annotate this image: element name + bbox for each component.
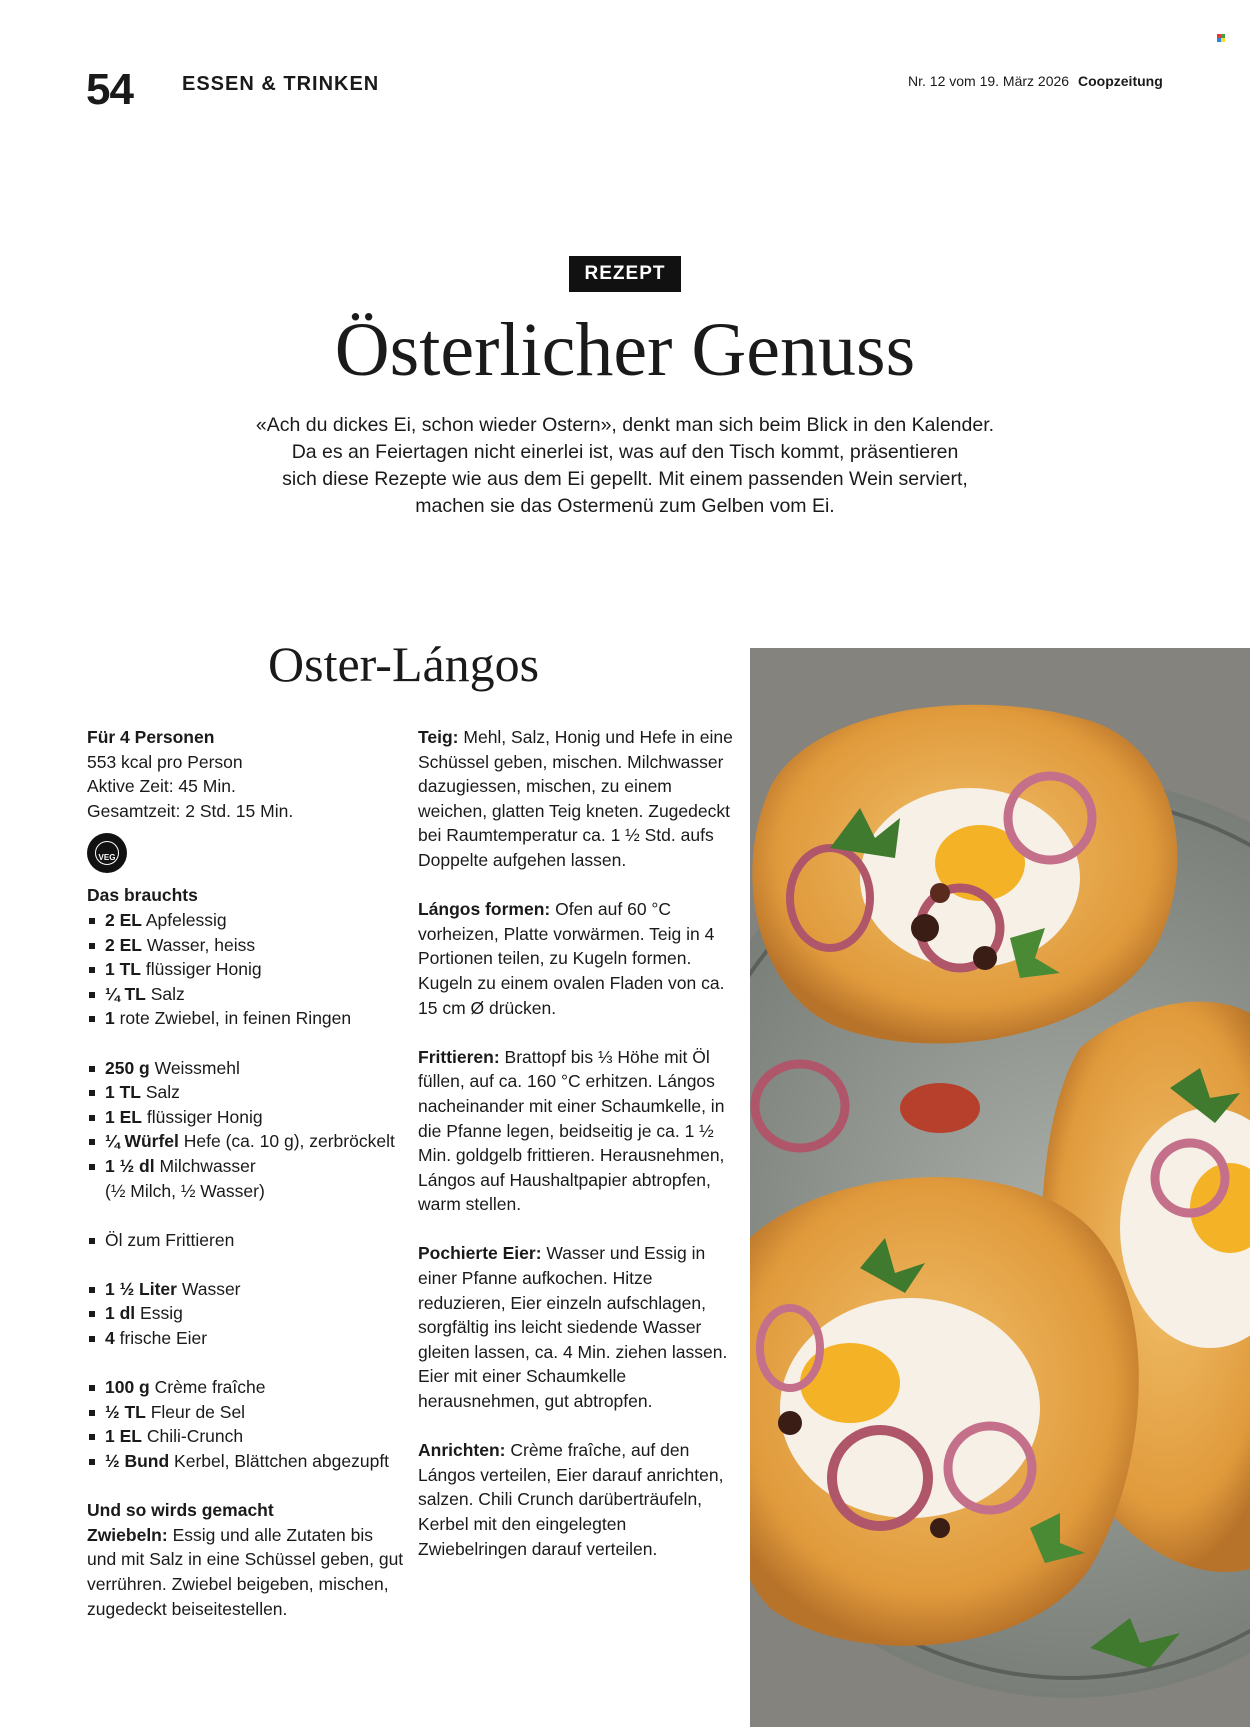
step-text: Mehl, Salz, Honig und Hefe in eine Schüssel geben, mischen. Milchwasser dazugiessen, mischen, zu einem weichen, glatten Teig kneten. Zugedeckt bei Raumtemperatur ca. 1 ½ Std. aufs Doppelte aufgehen lassen. — [418, 727, 733, 870]
ingredient-item — [87, 1400, 407, 1425]
step-label: Pochierte Eier: — [418, 1243, 542, 1264]
ingredient-quantity: ½ Bund — [105, 1451, 170, 1472]
ingredient-quantity: 1 TL — [105, 959, 141, 980]
ingredient-quantity: 1 EL — [105, 1426, 142, 1447]
step-text: Essig und alle Zutaten bis und mit Salz in eine Schüssel geben, gut verrühren. Zwiebel beigeben, mischen, zugedeckt beiseitestellen. — [87, 1524, 404, 1619]
step-frittieren — [418, 1045, 738, 1217]
ingredient-quantity: ¼ TL — [105, 983, 146, 1004]
ingredient-group — [87, 1056, 407, 1204]
ingredient-text: Salz — [140, 1082, 180, 1103]
step-label: Frittieren: — [418, 1046, 500, 1067]
ingredient-quantity: ¼ Würfel — [105, 1131, 179, 1152]
intro-line: sich diese Rezepte wie aus dem Ei gepellt. Mit einem passenden Wein serviert, — [282, 468, 968, 490]
ingredient-group — [87, 1228, 407, 1253]
vegetarian-icon — [87, 833, 127, 873]
article-intro — [200, 412, 1050, 520]
ingredient-text: flüssiger Honig — [141, 1106, 263, 1127]
ingredient-quantity: 1 ½ Liter — [105, 1278, 177, 1299]
step-zwiebeln — [87, 1523, 407, 1621]
ingredient-quantity: 2 EL — [105, 909, 142, 930]
ingredient-note: (½ Milch, ½ Wasser) — [105, 1180, 265, 1201]
ingredient-group — [87, 908, 407, 1031]
ingredient-item — [87, 1326, 407, 1351]
method-heading: Und so wirds gemacht — [87, 1500, 274, 1521]
ingredient-item — [87, 1375, 407, 1400]
ingredient-item — [87, 1129, 407, 1154]
active-time: Aktive Zeit: 45 Min. — [87, 776, 236, 797]
ingredient-quantity: 250 g — [105, 1057, 150, 1078]
category-badge: REZEPT — [569, 256, 681, 292]
step-langos-formen — [418, 897, 738, 1020]
ingredient-text: Wasser — [176, 1278, 241, 1299]
ingredient-item — [87, 1006, 407, 1031]
ingredient-text: Kerbel, Blättchen abgezupft — [169, 1451, 390, 1472]
ingredient-item — [87, 957, 407, 982]
food-photo — [750, 648, 1250, 1727]
ingredient-quantity: ½ TL — [105, 1401, 146, 1422]
ingredient-quantity: 2 EL — [105, 934, 142, 955]
ingredient-text: Milchwasser — [154, 1155, 256, 1176]
step-text: Wasser und Essig in einer Pfanne aufkochen. Hitze reduzieren, Eier einzeln aufschlagen, sorgfältig ins leicht siedende Wasser gleiten lassen, ca. 4 Min. ziehen lassen. Eier mit einer Schaumkelle herausnehmen, gut abtropfen. — [418, 1243, 728, 1412]
calories: 553 kcal pro Person — [87, 751, 243, 772]
step-text: Ofen auf 60 °C vorheizen, Platte vorwärmen. Teig in 4 Portionen teilen, zu Kugeln formen. Kugeln zu einem ovalen Fladen von ca. 15 cm Ø drücken. — [418, 899, 725, 1018]
intro-line: «Ach du dickes Ei, schon wieder Ostern», denkt man sich beim Blick in den Kalender. — [255, 414, 995, 436]
article-title: Österlicher Genuss — [334, 308, 916, 392]
recipe-column-left — [87, 725, 407, 1621]
brand-name: Coopzeitung — [1078, 73, 1163, 89]
ingredient-quantity: 1 dl — [105, 1303, 136, 1324]
recipe-title: Oster-Lángos — [268, 636, 540, 692]
step-pochierte-eier — [418, 1241, 738, 1413]
ingredient-item — [87, 1154, 407, 1179]
step-text: Brattopf bis ⅓ Höhe mit Öl füllen, auf ca. 160 °C erhitzen. Lángos nacheinander mit einer Schaumkelle, in die Pfanne legen, beidseitig je ca. 1 ½ Min. goldgelb frittieren. Herausnehmen, Lángos auf Haushaltpapier abtropfen, warm stellen. — [418, 1046, 725, 1215]
ingredient-quantity: 1 EL — [105, 1106, 142, 1127]
ingredient-text: Weissmehl — [149, 1057, 240, 1078]
intro-line: machen sie das Ostermenü zum Gelben vom Ei. — [415, 495, 835, 517]
ingredient-item — [87, 908, 407, 933]
issue-info: Nr. 12 vom 19. März 2026 — [908, 73, 1070, 89]
ingredient-text: flüssiger Honig — [140, 959, 262, 980]
step-label: Zwiebeln: — [87, 1524, 168, 1545]
step-text: Crème fraîche, auf den Lángos verteilen, Eier darauf anrichten, salzen. Chili Crunch darüberträufeln, Kerbel mit den eingelegten Zwiebelringen darauf verteilen. — [418, 1440, 724, 1559]
ingredient-text: Apfelessig — [141, 909, 227, 930]
step-label: Teig: — [418, 727, 459, 747]
ingredient-group — [87, 1277, 407, 1351]
ingredient-quantity: 1 — [105, 1008, 115, 1029]
step-anrichten — [418, 1438, 738, 1561]
servings: Für 4 Personen — [87, 727, 215, 747]
ingredients-heading: Das brauchts — [87, 885, 198, 906]
ingredient-text: Salz — [145, 983, 185, 1004]
ingredient-item — [87, 1277, 407, 1302]
color-marks-icon — [1217, 34, 1225, 42]
ingredient-text: Hefe (ca. 10 g), zerbröckelt — [178, 1131, 395, 1152]
recipe-column-right — [418, 725, 738, 1561]
ingredient-item — [87, 1228, 407, 1253]
ingredient-text: Fleur de Sel — [145, 1401, 246, 1422]
ingredient-item — [87, 1424, 407, 1449]
step-label: Lángos formen: — [418, 899, 551, 920]
ingredient-group — [87, 1375, 407, 1473]
page-number: 54 — [86, 65, 133, 114]
langos-plate-image — [750, 648, 1250, 1727]
ingredient-text: Öl zum Frittieren — [105, 1229, 235, 1250]
ingredient-text: Chili-Crunch — [141, 1426, 244, 1447]
ingredient-item — [87, 1105, 407, 1130]
ingredient-quantity: 100 g — [105, 1377, 150, 1398]
veg-label: VEG — [98, 853, 116, 863]
ingredient-text: Crème fraîche — [149, 1377, 266, 1398]
ingredient-quantity: 1 TL — [105, 1082, 141, 1103]
step-teig — [418, 725, 738, 873]
ingredient-text: rote Zwiebel, in feinen Ringen — [114, 1008, 352, 1029]
ingredient-item — [87, 933, 407, 958]
ingredient-item — [87, 982, 407, 1007]
ingredient-item — [87, 1056, 407, 1081]
ingredient-text: frische Eier — [114, 1328, 208, 1349]
ingredient-text: Essig — [135, 1303, 183, 1324]
total-time: Gesamtzeit: 2 Std. 15 Min. — [87, 800, 294, 821]
ingredient-text: Wasser, heiss — [141, 934, 256, 955]
ingredient-quantity: 1 ½ dl — [105, 1155, 155, 1176]
section-title: ESSEN & TRINKEN — [182, 73, 380, 95]
ingredient-quantity: 4 — [105, 1328, 115, 1349]
intro-line: Da es an Feiertagen nicht einerlei ist, was auf den Tisch kommt, präsentieren — [291, 441, 959, 463]
ingredient-item — [87, 1080, 407, 1105]
ingredient-item — [87, 1301, 407, 1326]
step-label: Anrichten: — [418, 1440, 506, 1461]
ingredient-list — [87, 908, 407, 1474]
ingredient-item — [87, 1449, 407, 1474]
